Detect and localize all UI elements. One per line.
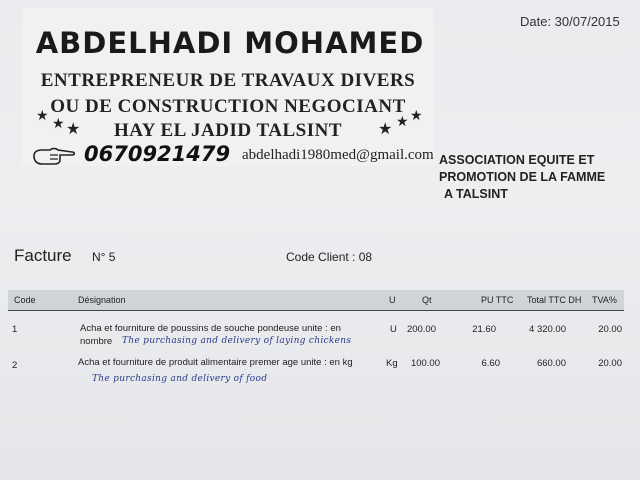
col-code: Code	[14, 295, 36, 305]
handwritten-note: The purchasing and delivery of food	[92, 374, 268, 384]
company-phone: 0670921479	[84, 142, 231, 166]
row-code: 1	[12, 324, 18, 335]
company-activity-line1: ENTREPRENEUR DE TRAVAUX DIVERS	[40, 70, 416, 91]
star-icon: ★	[396, 113, 409, 129]
company-email: abdelhadi1980med@gmail.com	[242, 147, 434, 163]
recipient-line2: PROMOTION DE LA FAMME	[439, 170, 606, 184]
recipient-line1: ASSOCIATION EQUITE ET	[439, 153, 595, 167]
row-pu-ttc: 6.60	[481, 358, 500, 369]
contact-row	[30, 142, 434, 168]
handwritten-note: The purchasing and delivery of laying chickens	[122, 336, 352, 346]
star-icon: ★	[378, 121, 393, 138]
invoice-title: Facture	[14, 246, 72, 265]
invoice-date: Date: 30/07/2015	[520, 14, 620, 29]
row-total-ttc: 660.00	[536, 358, 566, 369]
invoice-number: N° 5	[92, 250, 116, 264]
row-unit: U	[390, 324, 397, 335]
row-designation: Acha et fourniture de produit alimentaire premer age unite : en kg	[78, 357, 353, 368]
row-code: 2	[12, 360, 18, 371]
row-tva: 20.00	[598, 324, 622, 335]
col-tva: TVA%	[592, 295, 617, 305]
col-designation: Désignation	[78, 295, 126, 305]
row-qty: 100.00	[410, 358, 440, 369]
row-tva: 20.00	[598, 358, 622, 369]
col-pu-ttc: PU TTC	[481, 295, 514, 305]
recipient-line3: A TALSINT	[444, 187, 508, 201]
star-icon: ★	[410, 107, 423, 123]
row-designation: Acha et fourniture de poussins de souche pondeuse unite : en	[80, 323, 341, 334]
row-qty: 200.00	[406, 324, 436, 335]
row-pu-ttc: 21.60	[472, 324, 496, 335]
company-activity-line2: OU DE CONSTRUCTION NEGOCIANT	[50, 96, 406, 117]
company-address: HAY EL JADID TALSINT	[113, 120, 343, 141]
star-icon: ★	[66, 121, 81, 138]
row-designation-cont: nombre	[80, 336, 113, 347]
table-header	[8, 290, 624, 311]
star-icon: ★	[52, 115, 65, 131]
col-total-ttc: Total TTC DH	[527, 295, 582, 305]
col-unit: U	[389, 295, 396, 305]
row-unit: Kg	[386, 358, 398, 369]
company-stamp	[22, 8, 434, 166]
company-name: ABDELHADI MOHAMED	[35, 26, 425, 60]
col-qty: Qt	[422, 295, 432, 305]
row-total-ttc: 4 320.00	[529, 324, 566, 335]
star-icon: ★	[36, 107, 49, 123]
client-code: Code Client : 08	[286, 250, 373, 264]
recipient-block	[439, 152, 605, 203]
pointing-hand-icon	[32, 146, 76, 166]
